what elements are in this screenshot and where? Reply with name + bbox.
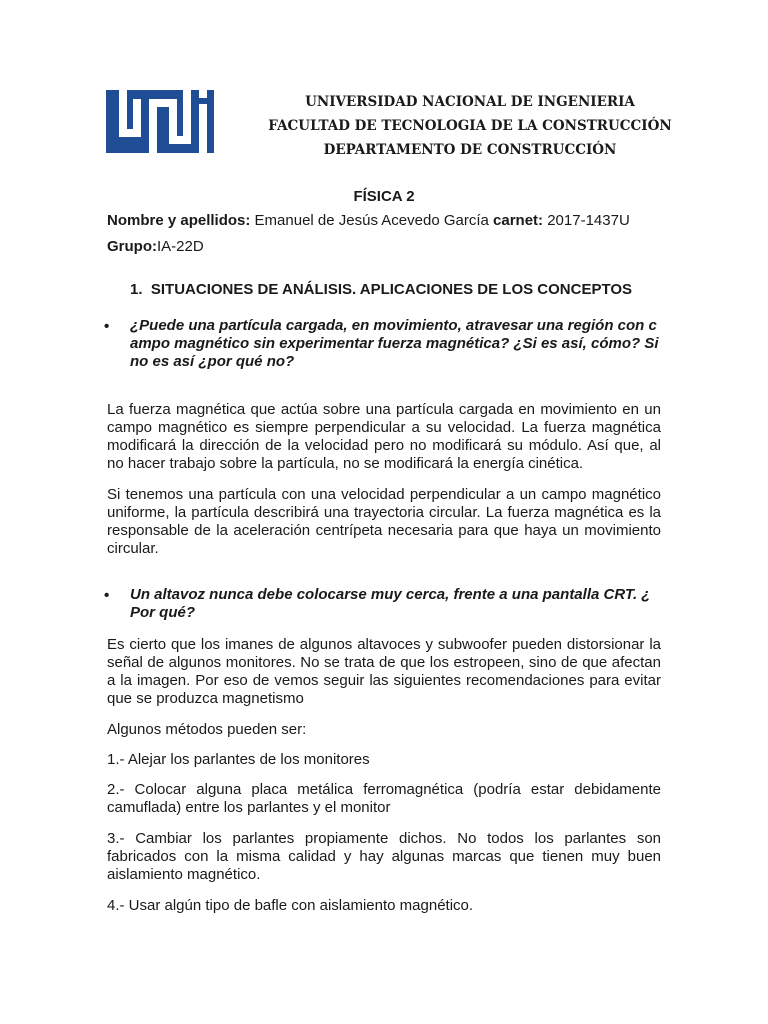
section-number: 1. [130,281,143,298]
bullet-1: • [104,318,110,335]
department-name: DEPARTAMENTO DE CONSTRUCCIÓN [323,142,617,158]
question-2: Un altavoz nunca debe colocarse muy cerca, frente a una pantalla CRT. ¿ Por qué? [130,586,651,621]
uni-logo [106,90,214,153]
section-title: SITUACIONES DE ANÁLISIS. APLICACIONES DE LOS CONCEPTOS [150,281,633,298]
name-label: Nombre y apellidos: [107,212,251,229]
student-info-line [107,212,630,230]
question-1: ¿Puede una partícula cargada, en movimiento, atravesar una región con c ampo magnético sin experimentar fuerza magnética? ¿Si es así, cómo? Si no es así ¿por qué no? [130,317,659,370]
paragraph-7: 3.- Cambiar los parlantes propiamente dichos. No todos los parlantes son fabricados con la misma calidad y hay algunas marcas que tienen muy buen aislamiento magnético. [107,830,661,883]
faculty-name: FACULTAD DE TECNOLOGIA DE LA CONSTRUCCIÓN [268,118,672,134]
group-label: Grupo: [107,238,157,255]
carnet-value: 2017-1437U [543,212,630,229]
university-name: UNIVERSIDAD NACIONAL DE INGENIERIA [305,94,635,110]
section-heading [130,281,632,298]
bullet-2: • [104,587,110,604]
carnet-label: carnet: [493,212,544,229]
institution-header [230,90,710,162]
paragraph-8: 4.- Usar algún tipo de bafle con aislamiento magnético. [107,897,474,914]
group-line [107,238,204,256]
document-title: FÍSICA 2 [353,188,415,205]
paragraph-5: 1.- Alejar los parlantes de los monitores [107,751,370,768]
group-value: IA-22D [157,238,204,255]
paragraph-3: Es cierto que los imanes de algunos altavoces y subwoofer pueden distorsionar la señal de algunos monitores. No se trata de que los estropeen, sino de que afectan a la imagen. Por eso de vemos seguir las siguientes recomendaciones para evitar que se produzca magnetismo [107,636,661,707]
paragraph-6: 2.- Colocar alguna placa metálica ferromagnética (podría estar debidamente camuflada) entre los parlantes y el monitor [107,781,661,816]
paragraph-1: La fuerza magnética que actúa sobre una partícula cargada en movimiento en un campo magnético es siempre perpendicular a su velocidad. La fuerza magnética modificará la dirección de la velocidad pero no modificará su módulo. Así que, al no hacer trabajo sobre la partícula, no se modificará la energía cinética. [107,401,661,472]
paragraph-4: Algunos métodos pueden ser: [107,721,307,738]
paragraph-2: Si tenemos una partícula con una velocidad perpendicular a un campo magnético uniforme, la partícula describirá una trayectoria circular. La fuerza magnética es la responsable de la aceleración centrípeta necesaria para que haya un movimiento circular. [107,486,661,557]
name-value: Emanuel de Jesús Acevedo García [250,212,494,229]
